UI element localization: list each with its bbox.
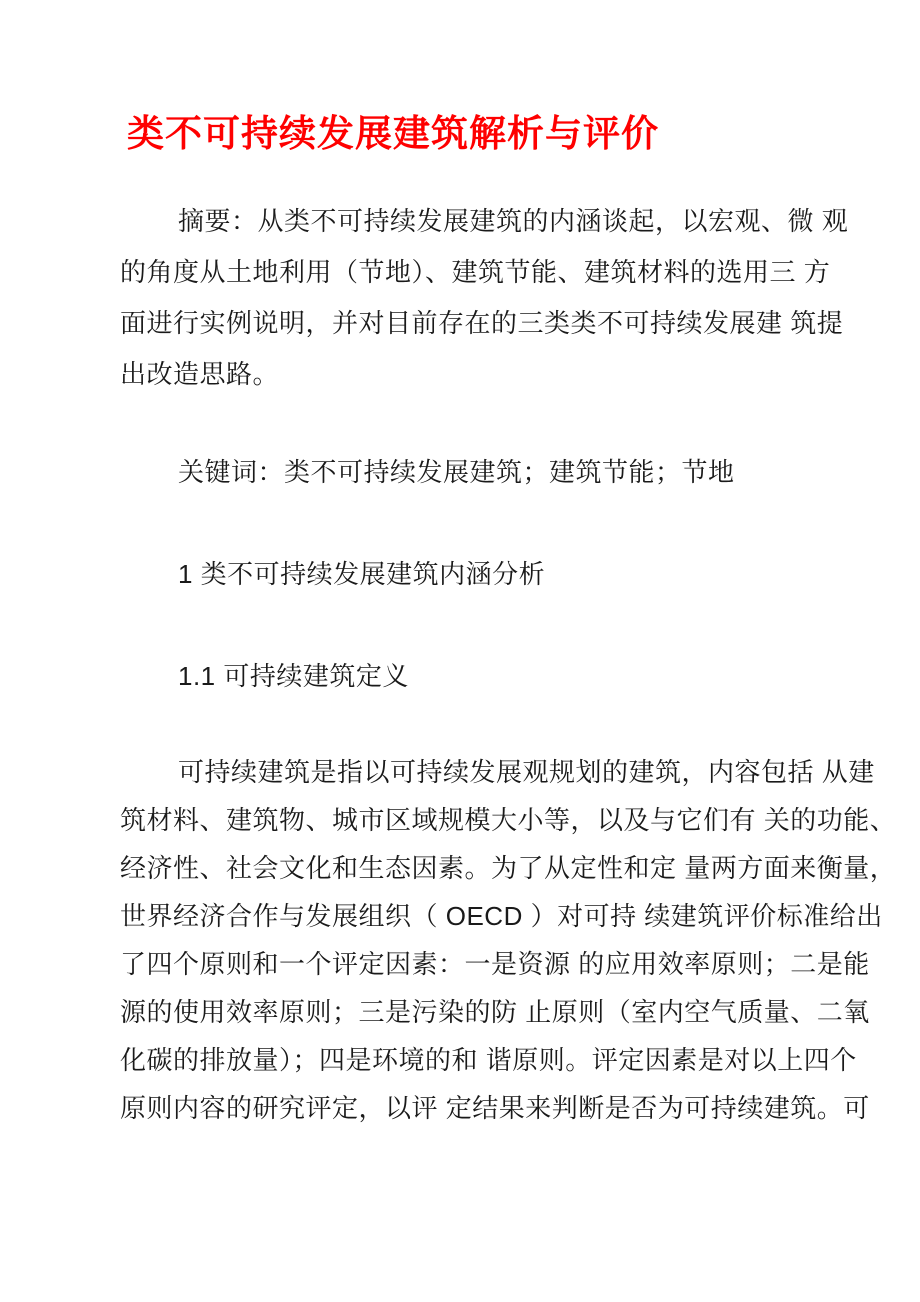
body-line: 可持续建筑是指以可持续发展观规划的建筑，内容包括 从建 — [178, 757, 875, 787]
abstract-line: 摘要：从类不可持续发展建筑的内涵谈起，以宏观、微 观 — [178, 206, 849, 236]
abstract-line: 的角度从土地利用（节地）、建筑节能、建筑材料的选用三 方 — [120, 257, 831, 287]
section-heading-line: 1 类不可持续发展建筑内涵分析 — [178, 559, 546, 589]
body-line: 筑材料、建筑物、城市区域规模大小等，以及与它们有 关的功能、 — [120, 805, 897, 835]
subsection-heading-line: 1.1 可持续建筑定义 — [178, 661, 409, 691]
keywords-line: 关键词：类不可持续发展建筑；建筑节能；节地 — [178, 457, 735, 487]
body-line: 了四个原则和一个评定因素：一是资源 的应用效率原则；二是能 — [120, 949, 870, 979]
body-line: 原则内容的研究评定，以评 定结果来判断是否为可持续建筑。可 — [120, 1093, 870, 1123]
body-line: 经济性、社会文化和生态因素。为了从定性和定 量两方面来衡量， — [120, 853, 897, 883]
body-line: 源的使用效率原则；三是污染的防 止原则（室内空气质量、二氧 — [120, 997, 870, 1027]
body-line: 化碳的排放量）；四是环境的和 谐原则。评定因素是对以上四个 — [120, 1045, 857, 1075]
abstract-paragraph — [120, 196, 849, 400]
abstract-line: 面进行实例说明，并对目前存在的三类类不可持续发展建 筑提 — [120, 308, 844, 338]
keywords-paragraph — [120, 452, 820, 492]
section-heading-1 — [120, 554, 820, 594]
body-paragraph — [120, 748, 897, 1132]
abstract-line: 出改造思路。 — [120, 359, 280, 389]
page-title: 类不可持续发展建筑解析与评价 — [127, 112, 659, 154]
subsection-heading-1-1 — [120, 656, 820, 696]
body-line: 世界经济合作与发展组织（ OECD ）对可持 续建筑评价标准给出 — [120, 901, 883, 931]
